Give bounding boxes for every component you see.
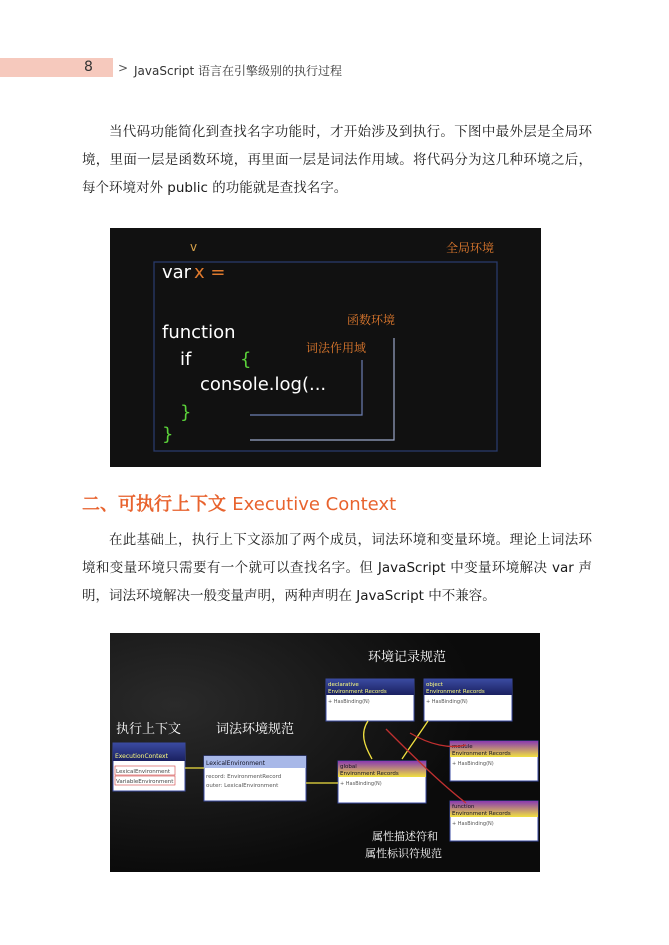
svg-text:record: EnvironmentRecord: record: EnvironmentRecord <box>206 774 282 780</box>
section-title-cn: 二、可执行上下文 <box>82 494 226 515</box>
code-console: console.log(... <box>200 374 327 395</box>
svg-text:LexicalEnvironment: LexicalEnvironment <box>116 769 171 775</box>
module-env-record-box <box>450 741 538 781</box>
svg-text:VariableEnvironment: VariableEnvironment <box>116 779 174 785</box>
svg-text:function: function <box>452 804 475 810</box>
figure-execution-context <box>110 633 540 872</box>
svg-text:+ HasBinding(N): + HasBinding(N) <box>452 821 494 827</box>
lexical-scope-label: 词法作用域 <box>306 341 367 355</box>
lexical-env-box <box>204 756 306 801</box>
svg-text:LexicalEnvironment: LexicalEnvironment <box>206 760 265 767</box>
chapter-title: JavaScript 语言在引擎级别的执行过程 <box>134 64 342 78</box>
figure-execution-context-svg <box>110 633 540 872</box>
exec-context-label: 执行上下文 <box>116 722 182 737</box>
code-if: if <box>180 349 192 370</box>
svg-text:object: object <box>426 682 443 688</box>
svg-text:Environment Records: Environment Records <box>340 771 399 777</box>
svg-text:module: module <box>452 744 473 750</box>
figure-environments <box>110 228 541 467</box>
code-brace-open: { <box>240 349 252 370</box>
svg-text:Environment Records: Environment Records <box>328 689 387 695</box>
code-brace-close-outer: } <box>162 424 174 445</box>
page-number: 8 <box>84 59 93 75</box>
declarative-env-record-box <box>326 679 414 721</box>
attr-spec-line2: 属性标识符规范 <box>365 847 442 860</box>
svg-text:+ HasBinding(N): + HasBinding(N) <box>426 699 468 705</box>
paragraph-1: 当代码功能简化到查找名字功能时，才开始涉及到执行。下图中最外层是全局环境，里面一层是函数环境，再里面一层是词法作用域。将代码分为这几种环境之后，每个环境对外 public 的功能就是查找名字。 <box>82 124 592 196</box>
lexical-env-spec-label: 词法环境规范 <box>216 722 295 737</box>
section-title <box>82 490 396 516</box>
code-var: var <box>162 262 192 283</box>
svg-text:ExecutionContext: ExecutionContext <box>115 753 168 760</box>
header-separator: > <box>118 61 129 75</box>
attr-spec-line1: 属性描述符和 <box>372 830 438 843</box>
paragraph-2: 在此基础上，执行上下文添加了两个成员，词法环境和变量环境。理论上词法环境和变量环境只需要有一个就可以查找名字。但 JavaScript 中变量环境解决 var 声明，词法环境解决一般变量声明，两种声明在 JavaScript 中不兼容。 <box>82 532 592 604</box>
code-x: x = <box>194 262 226 283</box>
function-env-label: 函数环境 <box>347 313 396 327</box>
code-brace-close-inner: } <box>180 402 192 423</box>
header-color-band <box>0 58 113 77</box>
code-function: function <box>162 322 236 343</box>
object-env-record-box <box>424 679 512 721</box>
global-env-label: 全局环境 <box>446 241 495 255</box>
svg-text:Environment Records: Environment Records <box>452 751 511 757</box>
figure-environments-svg <box>110 228 541 467</box>
svg-text:global: global <box>340 764 357 770</box>
global-env-record-box <box>338 761 426 803</box>
svg-text:Environment Records: Environment Records <box>452 811 511 817</box>
page-header <box>0 58 669 78</box>
svg-text:+ HasBinding(N): + HasBinding(N) <box>328 699 370 705</box>
section-title-en: Executive Context <box>232 494 397 515</box>
exec-context-box <box>113 743 185 791</box>
env-record-spec-label: 环境记录规范 <box>368 650 447 665</box>
function-env-record-box <box>450 801 538 841</box>
svg-text:Environment Records: Environment Records <box>426 689 485 695</box>
svg-text:+ HasBinding(N): + HasBinding(N) <box>340 781 382 787</box>
svg-text:outer: LexicalEnvironment: outer: LexicalEnvironment <box>206 783 279 789</box>
svg-text:declarative: declarative <box>328 682 359 688</box>
v-label: v <box>190 240 198 254</box>
svg-text:+ HasBinding(N): + HasBinding(N) <box>452 761 494 767</box>
